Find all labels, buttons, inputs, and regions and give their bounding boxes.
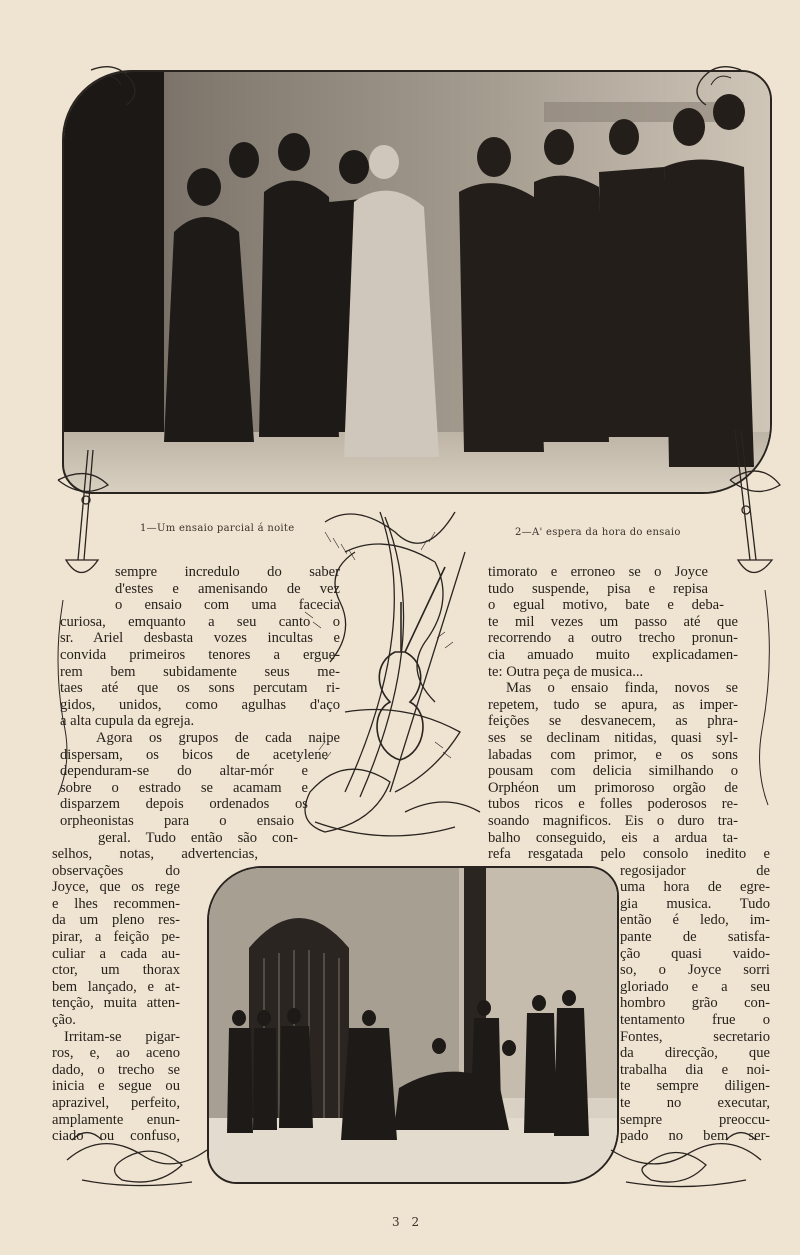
top-left-flourish-icon xyxy=(86,60,146,110)
text-line: labadas com primor, e os sons xyxy=(488,746,738,763)
text-line: pirar, a feição pe- xyxy=(52,929,180,946)
text-line: balho conseguido, eis a ardua ta- xyxy=(488,829,738,846)
text-line: curiosa, emquanto a seu canto o xyxy=(60,613,340,630)
text-line: Agora os grupos de cada naipe xyxy=(96,729,340,746)
text-line: te mil vezes um passo até que xyxy=(488,613,738,630)
text-line: te sempre diligen- xyxy=(620,1078,770,1095)
text-line: uma hora de egre- xyxy=(620,879,770,896)
text-line: ção quasi vaido- xyxy=(620,945,770,962)
text-line: e lhes recommen- xyxy=(52,895,180,912)
text-line: d'estes e amenisando de vez xyxy=(115,580,340,597)
text-line: disparzem depois ordenados os xyxy=(60,796,308,813)
text-line: ctor, um thorax xyxy=(52,962,180,979)
text-line: geral. Tudo então são con- xyxy=(98,829,298,846)
text-line: inicia e segue ou xyxy=(52,1078,180,1095)
photo-rehearsal-night-image xyxy=(64,72,770,492)
text-line: sempre preoccu- xyxy=(620,1111,770,1128)
text-line: da um pleno res- xyxy=(52,912,180,929)
text-line: te no executar, xyxy=(620,1095,770,1111)
text-line: sempre incredulo do saber xyxy=(115,564,340,580)
photo-rehearsal-night xyxy=(62,70,772,494)
text-line: gidos, unidos, como agulhas d'aço xyxy=(60,696,340,713)
page-number: 3 2 xyxy=(392,1215,424,1229)
text-line: recorrendo a outro trecho pronun- xyxy=(488,630,738,647)
photo-caption-1: 1—Um ensaio parcial á noite xyxy=(140,523,295,534)
text-line: dado, o trecho se xyxy=(52,1061,180,1078)
text-line: gia musica. Tudo xyxy=(620,895,770,912)
text-line: o egual motivo, bate e deba- xyxy=(488,597,724,614)
photo-caption-2: 2—A' espera da hora do ensaio xyxy=(515,527,681,538)
text-line: regosijador de xyxy=(620,862,770,879)
text-line: tаes até que os sons percutam ri- xyxy=(60,680,340,697)
text-line: a alta cupula da egreja. xyxy=(60,713,195,730)
text-line: da direcção, que xyxy=(620,1045,770,1062)
text-line: pousam com delicia similhando o xyxy=(488,763,738,780)
text-line: sr. Ariel desbasta vozes incultas e xyxy=(60,630,340,647)
text-line: tudo suspende, pisa e repisa xyxy=(488,580,708,597)
text-line: pante de satisfa- xyxy=(620,929,770,946)
text-line: Joyce, que os rege xyxy=(52,879,180,896)
text-line: trabalha dia e noi- xyxy=(620,1061,770,1078)
text-line: soando magnificos. Eis o duro tra- xyxy=(488,812,738,829)
text-line: ros, e, ao aceno xyxy=(52,1045,180,1062)
text-line: culiar a cada au- xyxy=(52,945,180,962)
text-line: selhos, notas, advertencias, xyxy=(52,846,258,863)
photo-waiting-rehearsal xyxy=(207,866,619,1184)
text-line: tenção, muita atten- xyxy=(52,995,180,1012)
text-line: timorato e erroneo se o Joyce xyxy=(488,564,708,580)
text-line: ses se declinam nitidas, quasi syl- xyxy=(488,729,738,746)
text-line: repetem, tudo se apura, as imper- xyxy=(488,696,738,713)
text-line: te: Outra peça de musica... xyxy=(488,663,644,680)
text-line: Mas o ensaio finda, novos se xyxy=(506,680,738,697)
text-line: Fontes, secretario xyxy=(620,1028,770,1045)
text-line: Orphéon um primoroso orgão de xyxy=(488,779,738,796)
text-line: então é ledo, im- xyxy=(620,912,770,929)
text-line: convida primeiros tenores a erguе- xyxy=(60,646,340,663)
text-line: amplamente enun- xyxy=(52,1111,180,1128)
text-line: bem lançado, e at- xyxy=(52,978,180,995)
text-line: so, o Joyce sorri xyxy=(620,962,770,979)
bottom-right-flourish-icon xyxy=(606,1110,766,1195)
text-line: tubos ricos e folles poderosos re- xyxy=(488,796,738,813)
top-right-flourish-icon xyxy=(686,60,746,110)
text-line: cia amuado muito explicadamen- xyxy=(488,646,738,663)
text-line: observações do xyxy=(52,862,180,879)
text-line: Irritam-se pigar- xyxy=(64,1028,180,1045)
text-line: ciado ou confuso, xyxy=(52,1128,180,1145)
text-line: dependuram-se do altar-mór e xyxy=(60,763,308,780)
text-line: dispersam, os bicos de acetylene xyxy=(60,746,328,763)
text-line: feições se desvanecem, as phra- xyxy=(488,713,738,730)
text-line: gloriado e a seu xyxy=(620,978,770,995)
text-line: o ensaio com uma facecia xyxy=(115,597,340,614)
text-line: aprazivel, perfeito, xyxy=(52,1095,180,1111)
photo-waiting-rehearsal-image xyxy=(209,868,617,1182)
text-line: tentamento frue o xyxy=(620,1012,770,1029)
text-line: refa resgatada pelo consolo inedito e xyxy=(488,846,770,863)
text-line: rem bem subidamente seus me- xyxy=(60,663,340,680)
bottom-left-flourish-icon xyxy=(62,1110,212,1195)
text-line: pado no bem ser- xyxy=(620,1128,770,1145)
text-line: orpheonistas para o ensaio xyxy=(60,812,294,829)
text-line: hombro grão con- xyxy=(620,995,770,1012)
text-line: ção. xyxy=(52,1012,76,1029)
text-line: sobre o estrado se acamam e xyxy=(60,779,308,796)
